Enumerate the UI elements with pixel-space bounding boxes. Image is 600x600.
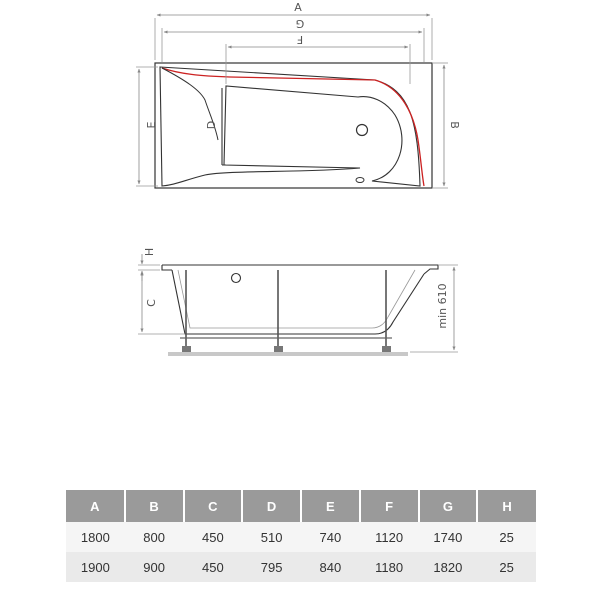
top-view bbox=[136, 1, 461, 188]
control-hole bbox=[356, 178, 364, 183]
table-cell: 450 bbox=[184, 552, 243, 582]
table-cell: 840 bbox=[301, 552, 360, 582]
overflow-drain bbox=[357, 125, 368, 136]
col-header-f: F bbox=[360, 490, 419, 522]
dim-h-label: H bbox=[143, 247, 156, 257]
dim-e-label: E bbox=[145, 121, 158, 129]
col-header-e: E bbox=[301, 490, 360, 522]
tub-outer-rim bbox=[155, 63, 432, 188]
side-rim bbox=[162, 265, 438, 274]
foot-right bbox=[382, 346, 391, 352]
tub-inner-basin bbox=[160, 67, 420, 186]
table-cell: 800 bbox=[125, 522, 184, 552]
dim-c-label: C bbox=[145, 299, 158, 307]
table-cell: 25 bbox=[477, 552, 536, 582]
col-header-g: G bbox=[419, 490, 478, 522]
dim-a-label: A bbox=[294, 1, 302, 14]
table-cell: 510 bbox=[242, 522, 301, 552]
dim-g-label: G bbox=[295, 17, 305, 30]
table-cell: 1740 bbox=[419, 522, 478, 552]
table-cell: 795 bbox=[242, 552, 301, 582]
dim-d-label: D bbox=[205, 120, 218, 130]
floor bbox=[168, 352, 408, 356]
col-header-c: C bbox=[184, 490, 243, 522]
side-inner bbox=[178, 270, 415, 328]
dim-min-label: min 610 bbox=[436, 283, 449, 329]
col-header-d: D bbox=[242, 490, 301, 522]
table-row bbox=[66, 522, 536, 552]
dim-b-label: B bbox=[448, 121, 461, 129]
table-cell: 1180 bbox=[360, 552, 419, 582]
table-row bbox=[66, 552, 536, 582]
backrest-line bbox=[162, 68, 424, 186]
spec-table-header bbox=[66, 490, 536, 522]
foot-mid bbox=[274, 346, 283, 352]
table-cell: 1900 bbox=[66, 552, 125, 582]
col-header-h: H bbox=[477, 490, 536, 522]
table-cell: 900 bbox=[125, 552, 184, 582]
table-cell: 1120 bbox=[360, 522, 419, 552]
table-cell: 1800 bbox=[66, 522, 125, 552]
side-overflow bbox=[232, 274, 241, 283]
side-view bbox=[138, 248, 458, 356]
table-cell: 1820 bbox=[419, 552, 478, 582]
spec-table bbox=[66, 490, 536, 582]
col-header-b: B bbox=[125, 490, 184, 522]
dim-f-label: F bbox=[296, 33, 304, 46]
table-cell: 740 bbox=[301, 522, 360, 552]
foot-left bbox=[182, 346, 191, 352]
col-header-a: A bbox=[66, 490, 125, 522]
table-cell: 450 bbox=[184, 522, 243, 552]
table-cell: 25 bbox=[477, 522, 536, 552]
